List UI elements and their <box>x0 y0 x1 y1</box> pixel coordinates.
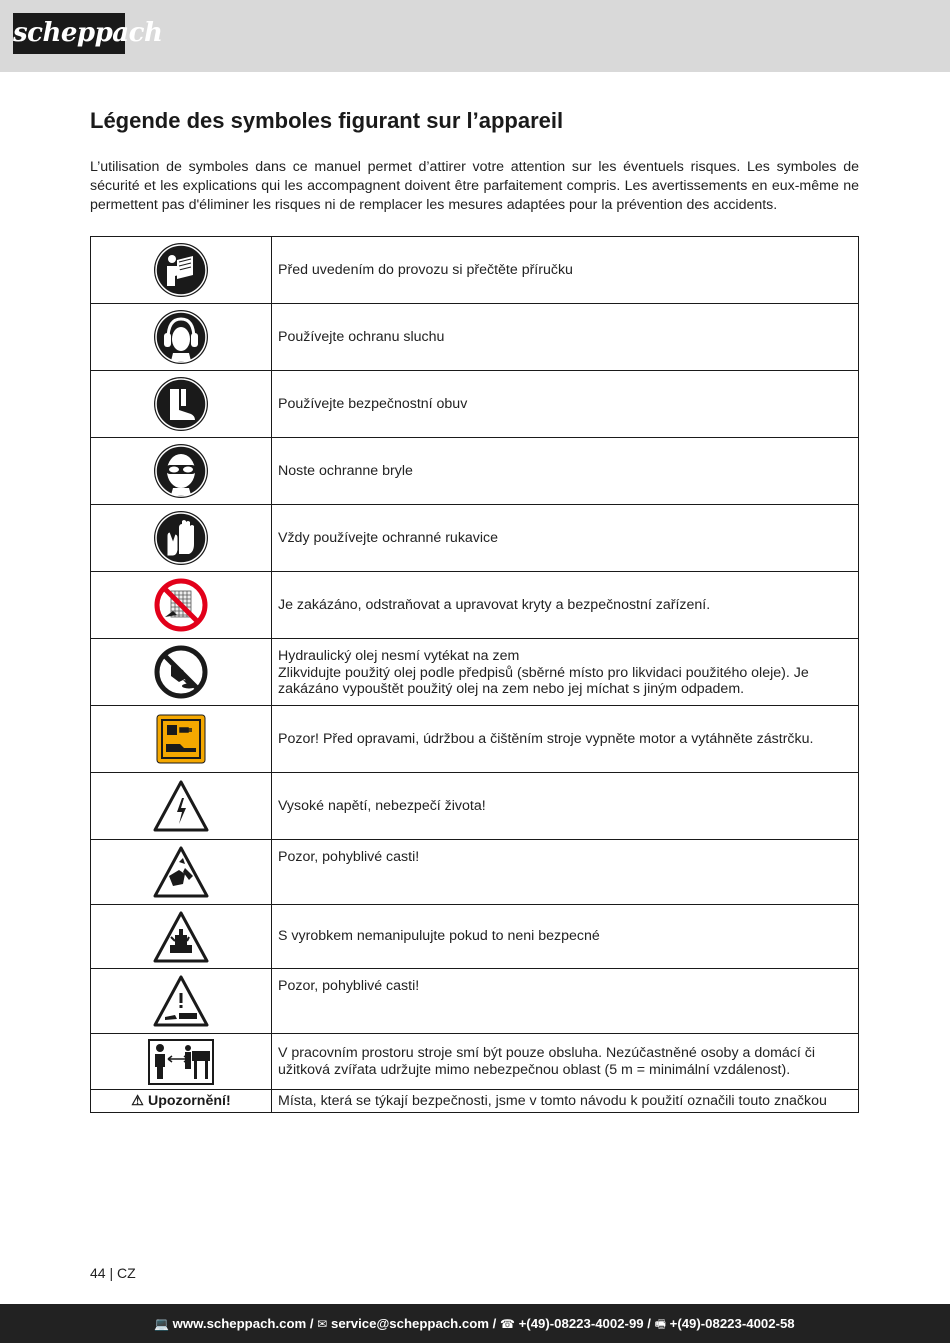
website-link[interactable]: www.scheppach.com <box>172 1316 307 1331</box>
symbol-legend-table <box>90 236 859 1113</box>
read-manual-icon <box>153 242 209 298</box>
table-row <box>91 505 859 572</box>
operator-only-zone-icon <box>148 1039 214 1085</box>
table-row <box>91 371 859 438</box>
safety-boots-icon <box>153 376 209 432</box>
warning-label: ⚠ Upozornění! <box>91 1090 272 1113</box>
symbol-description: Hydraulický olej nesmí vytékat na zem Zlikvidujte použitý olej podle předpisů (sběrné místo pro likvidaci použitého oleje). Je zakázáno vypouštět použitý olej na zem nebo jej míchat s jiným odpadem. <box>272 639 859 706</box>
table-row <box>91 905 859 969</box>
symbol-description: Vysoké napětí, nebezpečí života! <box>272 773 859 840</box>
symbol-description: Používejte bezpečnostní obuv <box>272 371 859 438</box>
table-row <box>91 706 859 773</box>
table-row <box>91 438 859 505</box>
ear-protection-icon <box>153 309 209 365</box>
warning-note-row <box>91 1090 859 1113</box>
fax-number: +(49)-08223-4002-58 <box>669 1316 795 1331</box>
email-link[interactable]: service@scheppach.com <box>330 1316 489 1331</box>
symbol-description: S vyrobkem nemanipulujte pokud to neni bezpecné <box>272 905 859 969</box>
moving-parts-warning-icon <box>153 975 209 1027</box>
symbol-description: Noste ochranne bryle <box>272 438 859 505</box>
table-row <box>91 840 859 905</box>
table-row <box>91 304 859 371</box>
computer-icon: 💻 <box>154 1317 169 1331</box>
table-row <box>91 237 859 304</box>
symbol-description: Pozor! Před opravami, údržbou a čištěním stroje vypněte motor a vytáhněte zástrčku. <box>272 706 859 773</box>
table-row <box>91 969 859 1034</box>
moving-parts-hand-icon <box>153 846 209 898</box>
page-footer: 💻 www.scheppach.com / ✉ service@scheppach.com / ☎ +(49)-08223-4002-99 / 🖷 +(49)-08223-4002-58 <box>0 1304 950 1343</box>
phone-number: +(49)-08223-4002-99 <box>518 1316 644 1331</box>
no-guard-removal-icon <box>153 577 209 633</box>
table-row <box>91 572 859 639</box>
mail-icon: ✉ <box>317 1317 328 1331</box>
unplug-before-maintenance-icon <box>156 714 206 764</box>
symbol-description: Používejte ochranu sluchu <box>272 304 859 371</box>
scheppach-logo: scheppach <box>13 13 125 54</box>
page-number: 44 | CZ <box>90 1265 136 1281</box>
warning-text: Místa, která se týkají bezpečnosti, jsme v tomto návodu k použití označili touto značkou <box>272 1090 859 1113</box>
symbol-description: Vždy používejte ochranné rukavice <box>272 505 859 572</box>
symbol-description: Je zakázáno, odstraňovat a upravovat kryty a bezpečnostní zařízení. <box>272 572 859 639</box>
intro-paragraph: L’utilisation de symboles dans ce manuel permet d’attirer votre attention sur les éventuels risques. Les symboles de sécurité et les explications qui les accompagnent doivent être parfaitement compris. Les avertissements en eux-même ne permettent pas d'éliminer les risques ni de remplacer les mesures adaptées pour la prévention des accidents. <box>90 159 859 213</box>
symbol-description: Před uvedením do provozu si přečtěte příručku <box>272 237 859 304</box>
safety-goggles-icon <box>153 443 209 499</box>
page-header <box>0 0 950 72</box>
protective-gloves-icon <box>153 510 209 566</box>
table-row <box>91 1034 859 1090</box>
table-row <box>91 639 859 706</box>
fax-icon: 🖷 <box>654 1317 666 1331</box>
unsafe-handling-icon <box>153 911 209 963</box>
phone-icon: ☎ <box>499 1317 515 1331</box>
symbol-description: Pozor, pohyblivé casti! <box>272 840 859 905</box>
symbol-description: V pracovním prostoru stroje smí být pouze obsluha. Nezúčastněné osoby a domácí či užitková zvířata udržujte mimo nebezpečnou oblast (5 m = minimální vzdálenost). <box>272 1034 859 1090</box>
symbol-description: Pozor, pohyblivé casti! <box>272 969 859 1034</box>
high-voltage-icon <box>153 780 209 832</box>
page-title: Légende des symboles figurant sur l’appareil <box>90 108 564 133</box>
no-oil-spill-icon <box>153 644 209 700</box>
table-row <box>91 773 859 840</box>
